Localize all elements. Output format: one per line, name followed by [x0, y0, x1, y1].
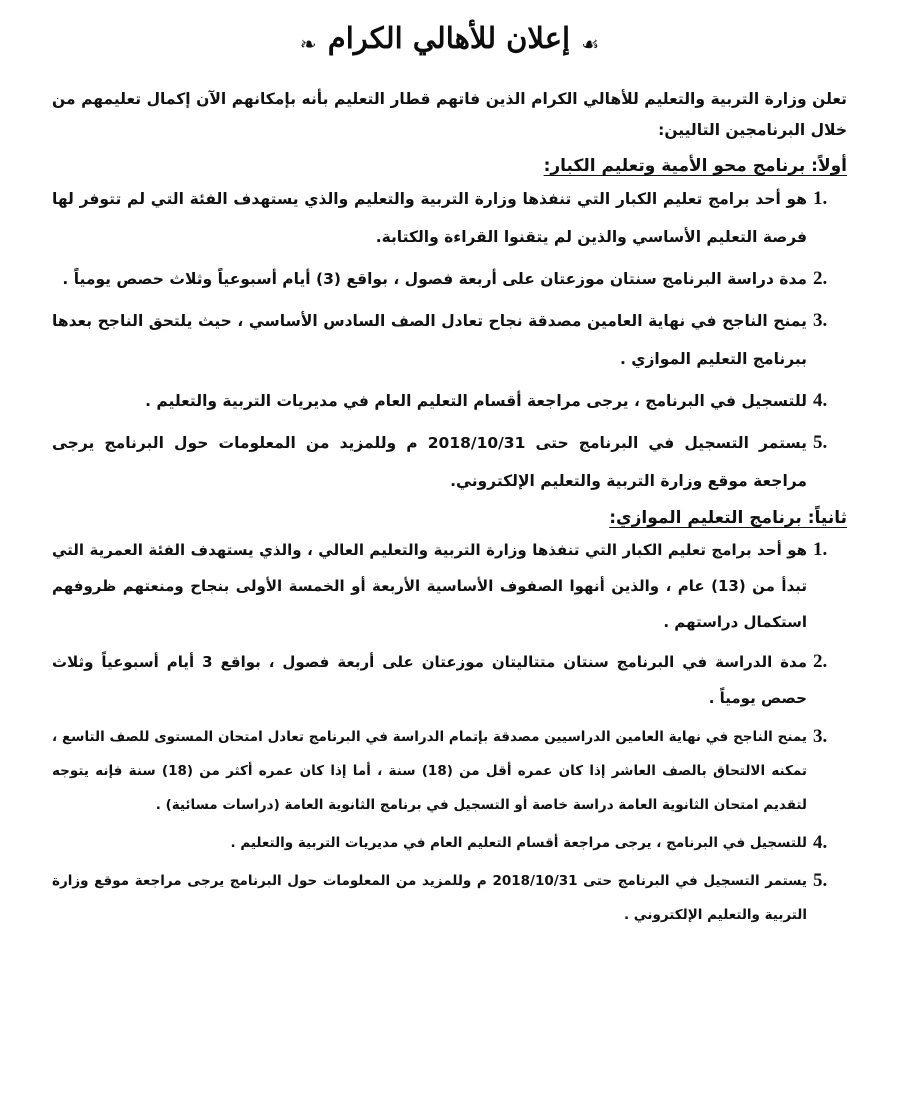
item-number: 2.	[813, 268, 828, 289]
item-text: هو أحد برامج تعليم الكبار التي تنفذها وزارة التربية والتعليم والذي يستهدف الفئة التي لم تتوفر لها فرصة التعليم الأساسي والذين لم يتقنوا القراءة والكتابة.	[52, 190, 807, 246]
item-text: للتسجيل في البرنامج ، يرجى مراجعة أقسام التعليم العام في مديريات التربية والتعليم .	[145, 392, 807, 410]
item-text: يمنح الناجح في نهاية العامين مصدقة نجاح تعادل الصف السادس الأساسي ، حيث يلتحق الناجح بعدها ببرنامج التعليم الموازي .	[52, 312, 807, 368]
section-heading: ثانياً: برنامج التعليم الموازي:	[609, 508, 847, 528]
item-text: يستمر التسجيل في البرنامج حتى 2018/10/31 م وللمزيد من المعلومات حول البرنامج يرجى مراجعة موقع وزارة التربية والتعليم الإلكتروني.	[52, 434, 807, 490]
ornament-right-icon: ☙	[581, 31, 600, 56]
item-number: 4.	[813, 390, 828, 411]
page-title: إعلان للأهالي الكرام	[327, 21, 571, 55]
list-item	[52, 260, 847, 298]
list-item	[52, 826, 847, 860]
list-item	[52, 864, 847, 932]
item-list	[52, 180, 847, 500]
section-heading: أولاً: برنامج محو الأمية وتعليم الكبار:	[543, 156, 847, 176]
item-number: 2.	[813, 651, 828, 672]
list-item	[52, 720, 847, 822]
item-text: للتسجيل في البرنامج ، يرجى مراجعة أقسام التعليم العام في مديريات التربية والتعليم .	[230, 835, 807, 851]
list-item	[52, 180, 847, 256]
list-item	[52, 382, 847, 420]
item-text: هو أحد برامج تعليم الكبار التي تنفذها وزارة التربية والتعليم العالي ، والذي يستهدف الفئة العمرية التي تبدأ من (13) عام ، والذين أنهوا الصفوف الأساسية الأربعة أو الخمسة الأولى بنجاح ومنعتهم ظروفهم استكمال دراستهم .	[52, 541, 807, 631]
title-block	[52, 14, 847, 62]
list-item	[52, 644, 847, 716]
item-number: 1.	[813, 188, 828, 209]
item-text: مدة الدراسة في البرنامج سنتان متتاليتان موزعتان على أربعة فصول ، بواقع 3 أيام أسبوعياً وثلاث حصص يومياً .	[52, 653, 807, 707]
item-number: 5.	[813, 870, 828, 891]
ornament-left-icon: ❧	[299, 31, 317, 56]
item-list	[52, 532, 847, 932]
item-number: 4.	[813, 832, 828, 853]
intro-paragraph: تعلن وزارة التربية والتعليم للأهالي الكرام الذين فاتهم قطار التعليم بأنه بإمكانهم الآن إكمال تعليمهم من خلال البرنامجين التاليين:	[52, 90, 847, 139]
item-text: يمنح الناجح في نهاية العامين الدراسيين مصدقة بإتمام الدراسة في البرنامج تعادل امتحان المستوى للصف التاسع ، تمكنه الالتحاق بالصف العاشر إذا كان عمره أقل من (18) سنة ، أما إذا كان عمره أكثر من (18) سنة فإنه يتوجه لتقديم امتحان الثانوية العامة دراسة خاصة أو التسجيل في برنامج الثانوية العامة (دراسات مسائية) .	[52, 729, 808, 813]
item-number: 3.	[813, 310, 828, 331]
item-number: 3.	[813, 726, 828, 747]
section-parallel-education	[52, 504, 847, 932]
item-text: يستمر التسجيل في البرنامج حتى 2018/10/31 م وللمزيد من المعلومات حول البرنامج يرجى مراجعة موقع وزارة التربية والتعليم الإلكتروني .	[52, 873, 807, 923]
list-item	[52, 424, 847, 500]
item-text: مدة دراسة البرنامج سنتان موزعتان على أربعة فصول ، بواقع (3) أيام أسبوعياً وثلاث حصص يومياً .	[62, 270, 807, 288]
section-literacy	[52, 152, 847, 500]
item-number: 1.	[813, 539, 828, 560]
list-item	[52, 302, 847, 378]
list-item	[52, 532, 847, 640]
item-number: 5.	[813, 432, 828, 453]
